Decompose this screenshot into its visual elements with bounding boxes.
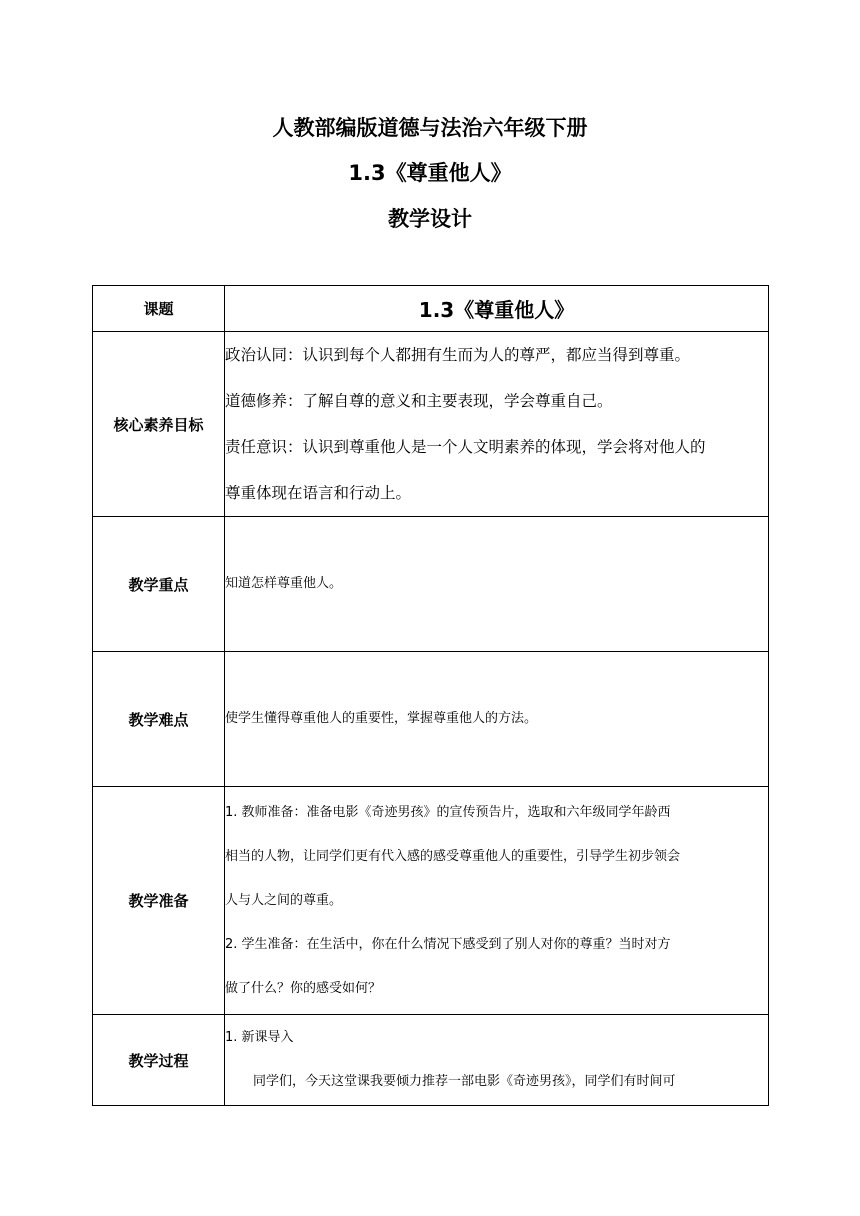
preparation-line: 相当的人物，让同学们更有代入感的感受尊重他人的重要性，引导学生初步领会 [225, 848, 681, 864]
key-point-text: 知道怎样尊重他人。 [225, 576, 343, 591]
key-point-content [225, 517, 769, 652]
difficult-point-text: 使学生懂得尊重他人的重要性，掌握尊重他人的方法。 [225, 711, 538, 726]
key-point-row [93, 517, 769, 652]
process-line: 同学们，今天这堂课我要倾力推荐一部电影《奇迹男孩》，同学们有时间可 [253, 1074, 676, 1089]
lesson-plan-table [92, 285, 769, 1106]
preparation-label: 教学准备 [93, 787, 225, 1015]
process-row [93, 1015, 769, 1106]
core-goals-label: 核心素养目标 [93, 332, 225, 517]
document-subtitle: 教学设计 [388, 207, 472, 231]
preparation-line: 2. 学生准备：在生活中，你在什么情况下感受到了别人对你的尊重？当时对方 [225, 936, 671, 952]
core-goal-line: 道德修养：了解自尊的意义和主要表现，学会尊重自己。 [225, 392, 613, 410]
process-content [225, 1015, 769, 1106]
document-title: 人教部编版道德与法治六年级下册 [272, 116, 588, 140]
core-goal-line: 责任意识：认识到尊重他人是一个人文明素养的体现，学会将对他人的 [225, 438, 706, 456]
lesson-title: 1.3《尊重他人》 [348, 161, 512, 185]
preparation-line: 人与人之间的尊重。 [225, 892, 343, 908]
process-label: 教学过程 [93, 1015, 225, 1106]
core-goal-line: 尊重体现在语言和行动上。 [225, 484, 412, 502]
preparation-line: 1. 教师准备：准备电影《奇迹男孩》的宣传预告片，选取和六年级同学年龄西 [225, 804, 671, 820]
difficult-point-label: 教学难点 [93, 652, 225, 787]
key-point-label: 教学重点 [93, 517, 225, 652]
core-goals-content [225, 332, 769, 517]
preparation-line: 做了什么？你的感受如何？ [225, 980, 382, 996]
difficult-point-row [93, 652, 769, 787]
process-step-heading: 1. 新课导入 [225, 1030, 294, 1045]
core-goals-row [93, 332, 769, 517]
subject-row [93, 286, 769, 332]
difficult-point-content [225, 652, 769, 787]
core-goal-line: 政治认同：认识到每个人都拥有生而为人的尊严，都应当得到尊重。 [225, 346, 691, 364]
subject-label: 课题 [93, 286, 225, 332]
subject-value: 1.3《尊重他人》 [225, 286, 769, 332]
preparation-row [93, 787, 769, 1015]
preparation-content [225, 787, 769, 1015]
